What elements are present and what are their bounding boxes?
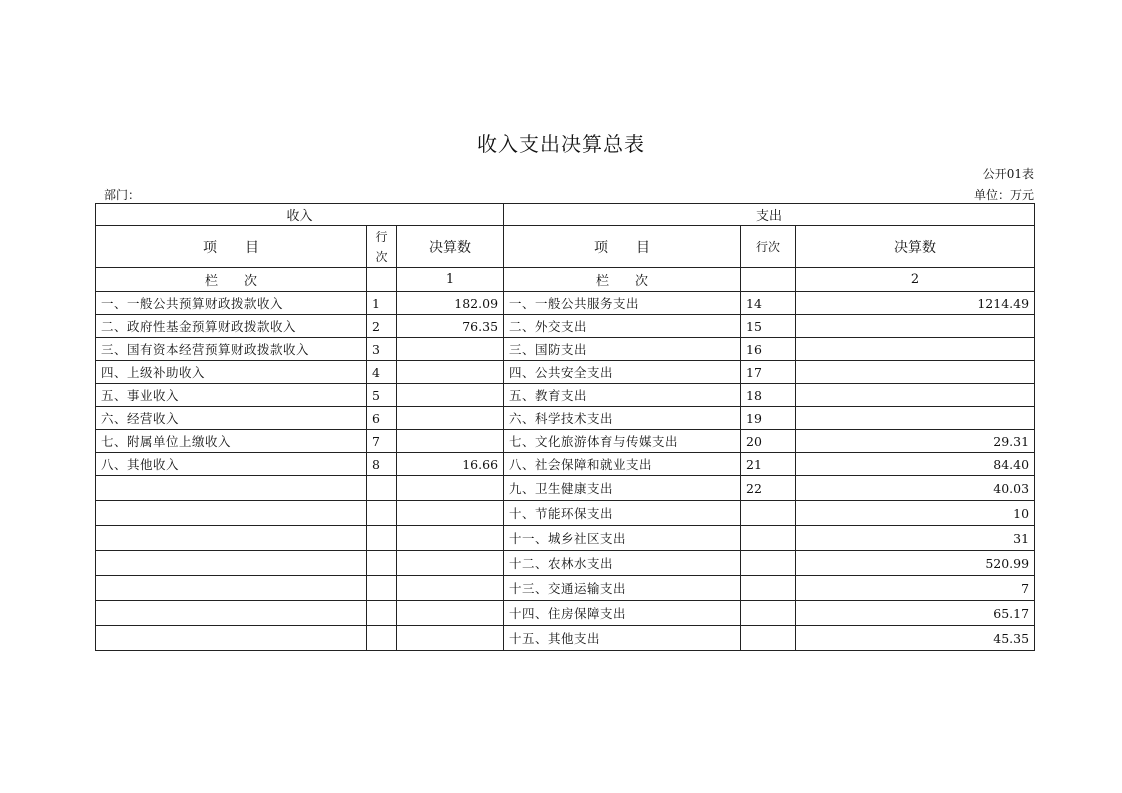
expense-amount-cell: 520.99 xyxy=(796,551,1035,576)
table-row xyxy=(96,407,1035,430)
income-item-header: 项 目 xyxy=(96,226,367,268)
income-item-cell xyxy=(96,601,367,626)
income-amount-cell: 76.35 xyxy=(397,315,504,338)
income-amount-cell xyxy=(397,476,504,501)
income-rowno-cell xyxy=(367,601,397,626)
income-item-cell xyxy=(96,476,367,501)
expense-item-cell: 十三、交通运输支出 xyxy=(504,576,741,601)
income-rowno-cell xyxy=(367,476,397,501)
table-row xyxy=(96,361,1035,384)
unit-label: 单位：万元 xyxy=(973,188,1034,202)
expense-index-blank xyxy=(741,268,796,292)
income-amount-cell: 182.09 xyxy=(397,292,504,315)
income-rowno-cell xyxy=(367,526,397,551)
income-amount-header: 决算数 xyxy=(397,226,504,268)
table-row xyxy=(96,601,1035,626)
income-item-cell xyxy=(96,526,367,551)
expense-rowno-cell xyxy=(741,526,796,551)
expense-rowno-cell: 19 xyxy=(741,407,796,430)
income-rowno-cell: 2 xyxy=(367,315,397,338)
income-amount-cell xyxy=(397,601,504,626)
income-amount-cell xyxy=(397,338,504,361)
income-rowno-header-char2: 次 xyxy=(375,249,388,264)
expense-amount-cell xyxy=(796,407,1035,430)
income-item-cell: 一、一般公共预算财政拨款收入 xyxy=(96,292,367,315)
expense-amount-header: 决算数 xyxy=(796,226,1035,268)
expense-rowno-header: 行次 xyxy=(741,226,796,268)
table-row xyxy=(96,384,1035,407)
income-item-cell: 七、附属单位上缴收入 xyxy=(96,430,367,453)
income-amount-cell xyxy=(397,407,504,430)
table-row xyxy=(96,476,1035,501)
group-header-row xyxy=(96,204,1035,226)
income-amount-cell xyxy=(397,430,504,453)
expense-rowno-cell: 21 xyxy=(741,453,796,476)
income-rowno-cell xyxy=(367,626,397,651)
index-row xyxy=(96,268,1035,292)
expense-amount-cell: 29.31 xyxy=(796,430,1035,453)
expense-rowno-cell xyxy=(741,576,796,601)
income-rowno-cell xyxy=(367,501,397,526)
income-amount-cell xyxy=(397,384,504,407)
expense-amount-cell xyxy=(796,338,1035,361)
expense-rowno-cell: 15 xyxy=(741,315,796,338)
expense-rowno-cell xyxy=(741,501,796,526)
page-title: 收入支出决算总表 xyxy=(477,132,645,156)
income-rowno-cell: 6 xyxy=(367,407,397,430)
expense-item-cell: 十四、住房保障支出 xyxy=(504,601,741,626)
income-rowno-cell xyxy=(367,551,397,576)
expense-amount-cell: 84.40 xyxy=(796,453,1035,476)
income-item-cell: 三、国有资本经营预算财政拨款收入 xyxy=(96,338,367,361)
expense-amount-cell xyxy=(796,384,1035,407)
table-row xyxy=(96,551,1035,576)
income-rowno-cell: 8 xyxy=(367,453,397,476)
expense-item-cell: 十五、其他支出 xyxy=(504,626,741,651)
expense-item-cell: 十二、农林水支出 xyxy=(504,551,741,576)
expense-amount-cell: 31 xyxy=(796,526,1035,551)
income-expense-table xyxy=(95,203,1035,651)
income-item-cell xyxy=(96,576,367,601)
income-group-header: 收入 xyxy=(96,204,504,226)
income-rowno-cell: 5 xyxy=(367,384,397,407)
income-amount-cell xyxy=(397,551,504,576)
expense-item-cell: 九、卫生健康支出 xyxy=(504,476,741,501)
expense-rowno-cell: 14 xyxy=(741,292,796,315)
expense-item-cell: 一、一般公共服务支出 xyxy=(504,292,741,315)
income-item-cell: 六、经营收入 xyxy=(96,407,367,430)
expense-rowno-cell xyxy=(741,601,796,626)
table-row xyxy=(96,576,1035,601)
income-amount-cell xyxy=(397,501,504,526)
income-rowno-cell: 4 xyxy=(367,361,397,384)
income-amount-cell: 16.66 xyxy=(397,453,504,476)
expense-item-cell: 五、教育支出 xyxy=(504,384,741,407)
income-item-cell xyxy=(96,626,367,651)
income-index-label: 栏 次 xyxy=(96,268,367,292)
expense-amount-cell: 65.17 xyxy=(796,601,1035,626)
expense-index-label: 栏 次 xyxy=(504,268,741,292)
income-item-cell: 八、其他收入 xyxy=(96,453,367,476)
income-amount-cell xyxy=(397,526,504,551)
column-header-row xyxy=(96,226,1035,268)
income-rowno-cell: 1 xyxy=(367,292,397,315)
table-row xyxy=(96,526,1035,551)
income-item-cell: 四、上级补助收入 xyxy=(96,361,367,384)
expense-item-cell: 二、外交支出 xyxy=(504,315,741,338)
expense-item-cell: 十一、城乡社区支出 xyxy=(504,526,741,551)
income-index-blank xyxy=(367,268,397,292)
table-row xyxy=(96,453,1035,476)
income-rowno-header xyxy=(367,226,397,268)
expense-rowno-cell xyxy=(741,551,796,576)
table-row xyxy=(96,626,1035,651)
table-row xyxy=(96,338,1035,361)
expense-amount-cell xyxy=(796,315,1035,338)
expense-item-header: 项 目 xyxy=(504,226,741,268)
expense-amount-cell: 40.03 xyxy=(796,476,1035,501)
table-row xyxy=(96,292,1035,315)
expense-item-cell: 四、公共安全支出 xyxy=(504,361,741,384)
expense-item-cell: 七、文化旅游体育与传媒支出 xyxy=(504,430,741,453)
expense-rowno-cell: 17 xyxy=(741,361,796,384)
income-amount-cell xyxy=(397,626,504,651)
income-item-cell: 五、事业收入 xyxy=(96,384,367,407)
form-code: 公开01表 xyxy=(982,167,1034,181)
table-row xyxy=(96,430,1035,453)
expense-rowno-cell: 18 xyxy=(741,384,796,407)
expense-item-cell: 十、节能环保支出 xyxy=(504,501,741,526)
expense-item-cell: 八、社会保障和就业支出 xyxy=(504,453,741,476)
income-amount-cell xyxy=(397,576,504,601)
expense-amount-cell xyxy=(796,361,1035,384)
expense-item-cell: 三、国防支出 xyxy=(504,338,741,361)
expense-amount-cell: 7 xyxy=(796,576,1035,601)
expense-group-header: 支出 xyxy=(504,204,1035,226)
income-rowno-header-char1: 行 xyxy=(375,229,388,244)
expense-rowno-cell: 22 xyxy=(741,476,796,501)
expense-amount-cell: 1214.49 xyxy=(796,292,1035,315)
income-index-value: 1 xyxy=(397,268,504,292)
expense-item-cell: 六、科学技术支出 xyxy=(504,407,741,430)
income-rowno-cell xyxy=(367,576,397,601)
table-row xyxy=(96,315,1035,338)
expense-rowno-cell: 16 xyxy=(741,338,796,361)
expense-amount-cell: 10 xyxy=(796,501,1035,526)
income-item-cell xyxy=(96,551,367,576)
table-row xyxy=(96,501,1035,526)
income-rowno-cell: 7 xyxy=(367,430,397,453)
expense-index-value: 2 xyxy=(796,268,1035,292)
income-item-cell: 二、政府性基金预算财政拨款收入 xyxy=(96,315,367,338)
department-label: 部门： xyxy=(104,188,141,202)
expense-rowno-cell xyxy=(741,626,796,651)
expense-amount-cell: 45.35 xyxy=(796,626,1035,651)
income-amount-cell xyxy=(397,361,504,384)
income-item-cell xyxy=(96,501,367,526)
expense-rowno-cell: 20 xyxy=(741,430,796,453)
income-rowno-cell: 3 xyxy=(367,338,397,361)
